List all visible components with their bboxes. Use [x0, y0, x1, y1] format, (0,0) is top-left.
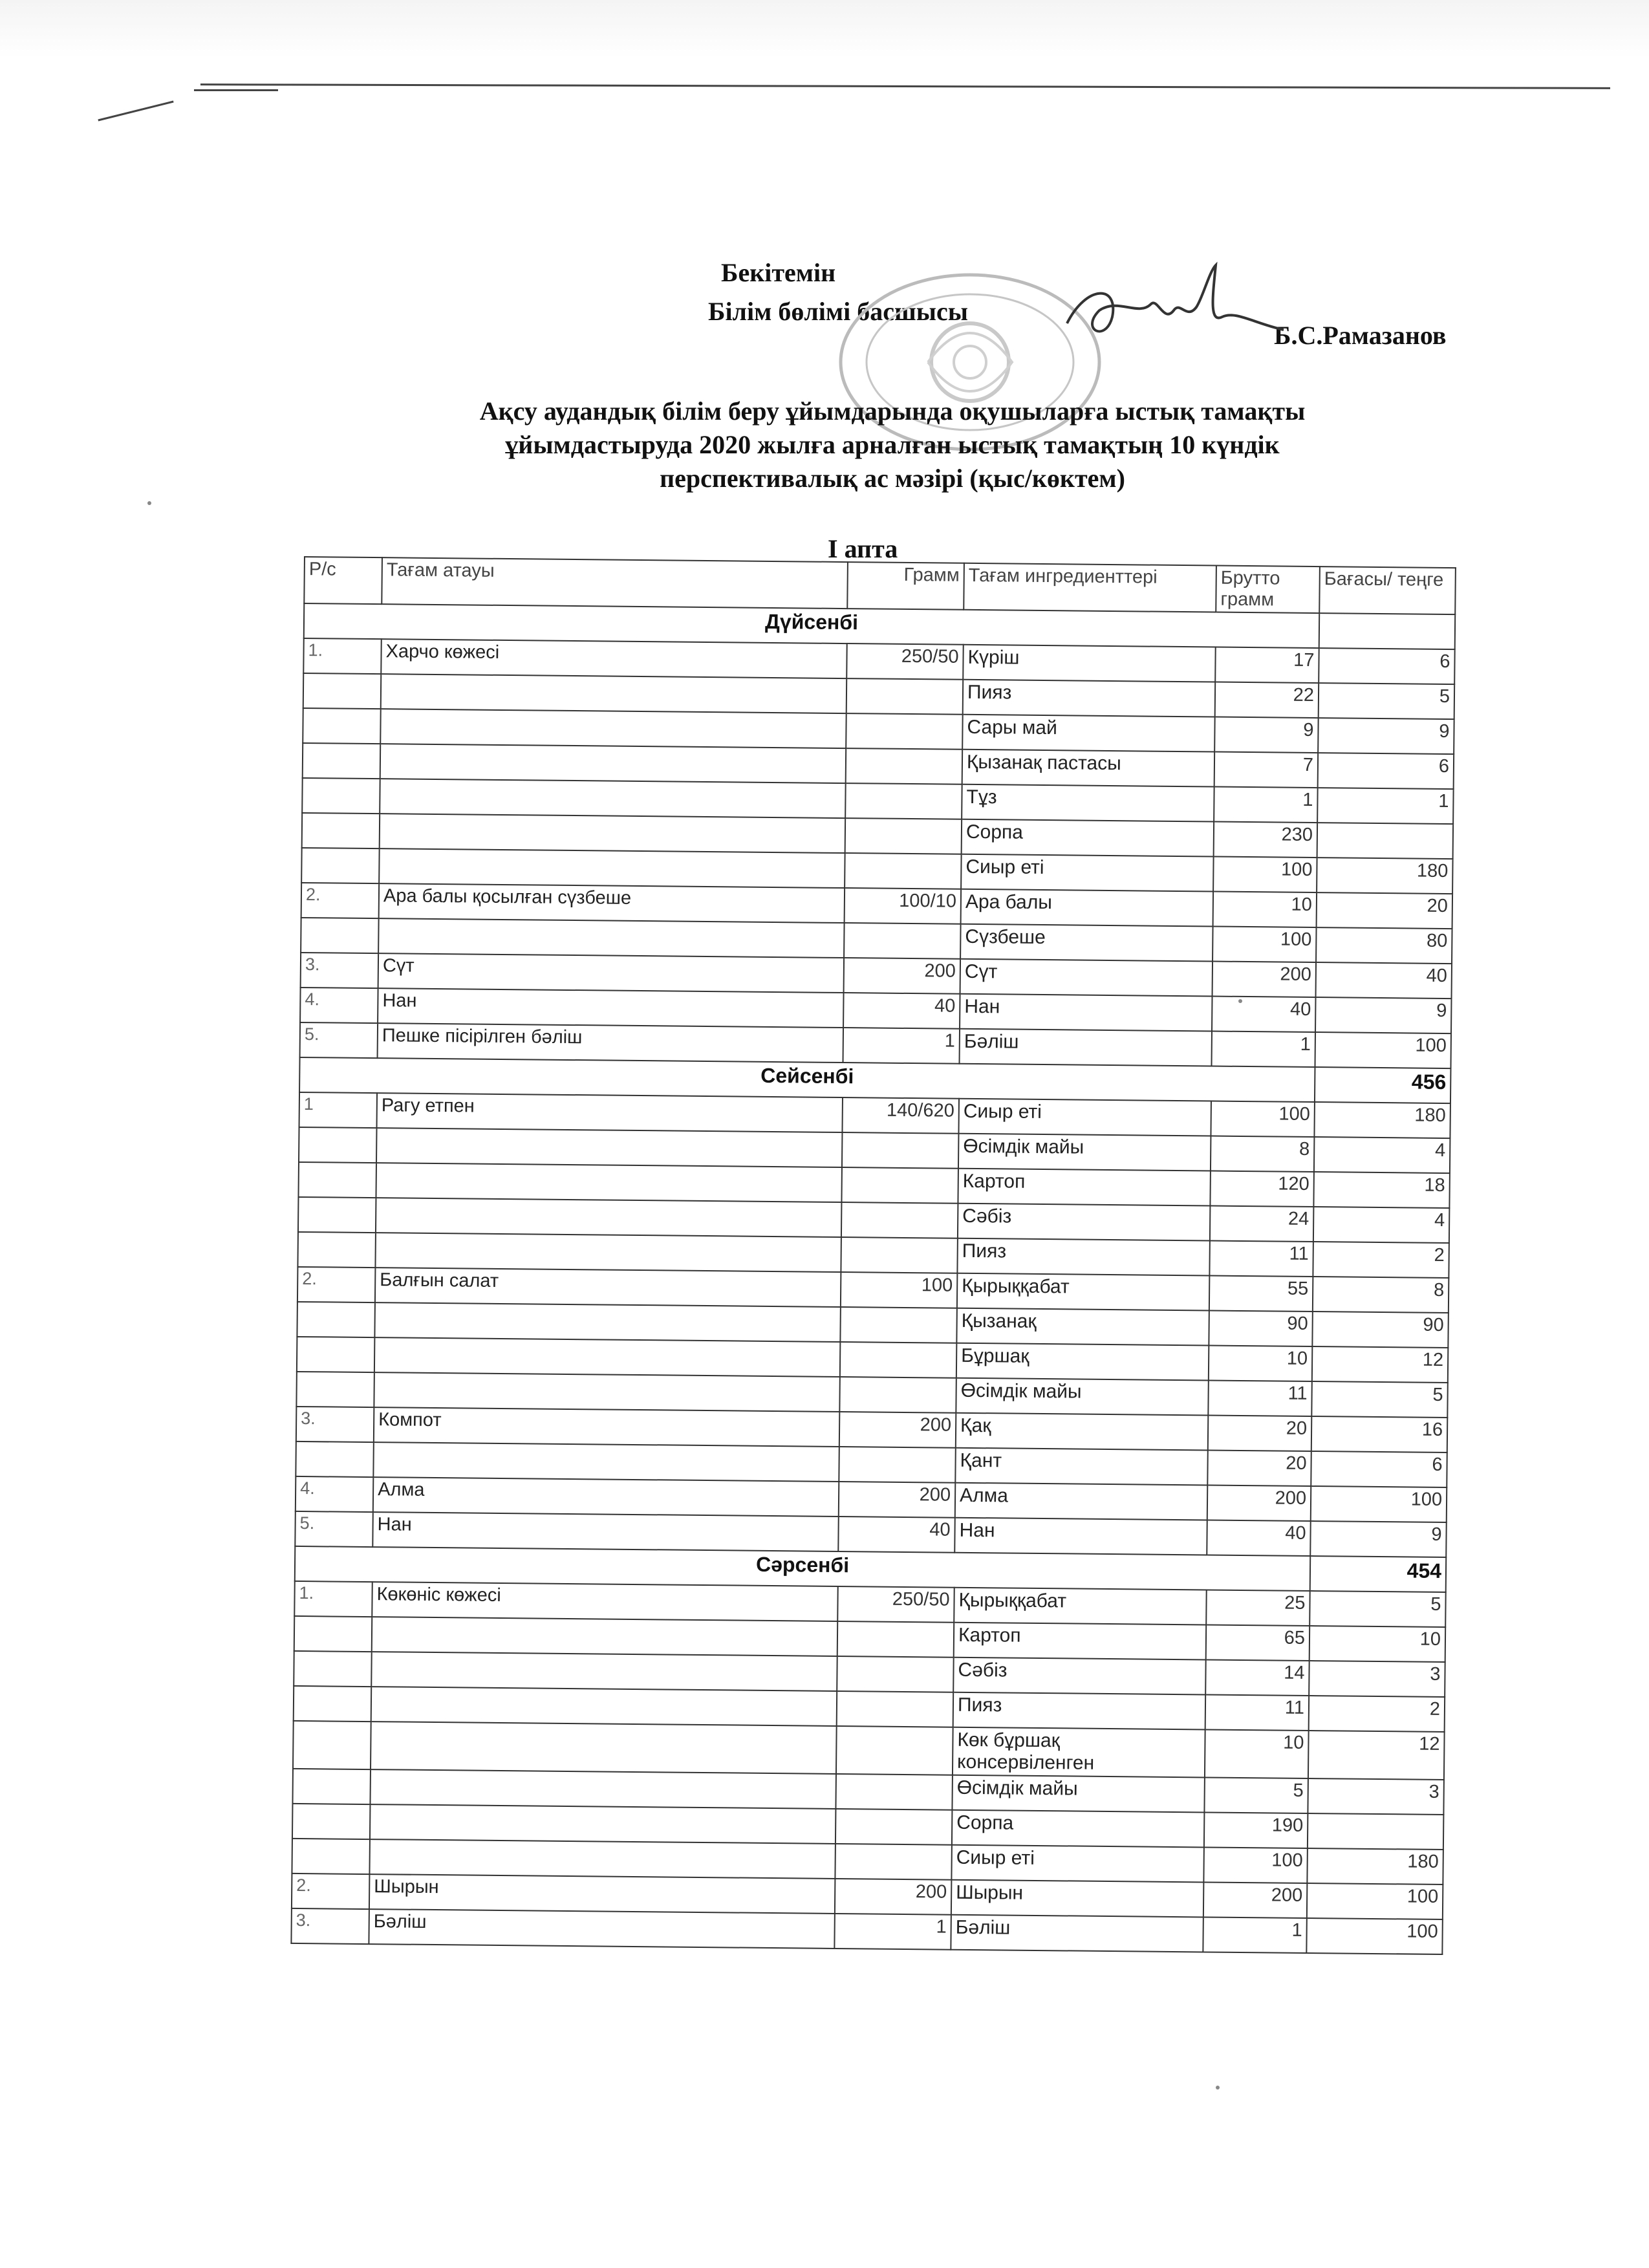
dish-name	[379, 848, 845, 888]
ingredient-name: Бәліш	[951, 1915, 1203, 1952]
brutto-value: 25	[1206, 1590, 1310, 1626]
dish-name: Ара балы қосылған сүзбеше	[379, 883, 845, 923]
price-value: 1	[1317, 788, 1454, 824]
scan-speck	[1238, 999, 1242, 1003]
ingredient-name: Сәбіз	[958, 1204, 1211, 1241]
day-name: Сейсенбі	[299, 1057, 1315, 1102]
gram-value: 200	[839, 1482, 956, 1518]
price-value: 100	[1306, 1918, 1443, 1954]
scan-speck	[147, 501, 151, 505]
row-number	[303, 743, 381, 779]
dish-name: Компот	[374, 1407, 839, 1447]
day-total	[1319, 613, 1456, 649]
gram-value: 250/50	[846, 643, 964, 680]
brutto-value: 90	[1209, 1310, 1313, 1346]
price-value: 18	[1313, 1172, 1450, 1208]
ingredient-name: Шырын	[951, 1880, 1204, 1917]
col-no: Р/с	[304, 557, 382, 604]
price-value: 6	[1311, 1451, 1447, 1487]
col-gram: Грамм	[847, 562, 964, 610]
menu-table	[290, 556, 1456, 1955]
dish-name: Балғын салат	[375, 1268, 841, 1307]
row-number	[301, 848, 380, 883]
dish-name	[371, 1687, 837, 1726]
dish-name	[374, 1372, 839, 1412]
day-total: 454	[1310, 1556, 1447, 1592]
ingredient-name: Сиыр еті	[951, 1845, 1204, 1883]
dish-name	[369, 1839, 835, 1879]
brutto-value: 10	[1209, 1345, 1313, 1381]
dish-name	[380, 709, 846, 748]
ingredient-name: Нан	[954, 1518, 1207, 1555]
brutto-value: 24	[1210, 1205, 1314, 1242]
ingredient-name: Сиыр еті	[958, 1099, 1211, 1136]
dish-name	[378, 918, 844, 958]
brutto-value: 230	[1214, 822, 1318, 858]
gram-value	[841, 1237, 958, 1273]
price-value: 3	[1308, 1778, 1444, 1815]
dish-name	[370, 1804, 835, 1844]
row-number: 3.	[301, 953, 379, 988]
dish-name	[371, 1722, 837, 1774]
row-number	[302, 778, 380, 814]
menu-sheet	[290, 556, 1455, 1955]
dish-name	[370, 1769, 835, 1809]
gram-value: 200	[839, 1412, 956, 1448]
document-title	[375, 394, 1410, 495]
row-number: 3.	[296, 1407, 374, 1442]
ingredient-name: Пияз	[953, 1692, 1206, 1730]
gram-value	[836, 1726, 953, 1775]
dish-name	[374, 1302, 840, 1342]
dish-name: Нан	[372, 1512, 838, 1551]
menu-body	[291, 603, 1455, 1954]
approve-label: Бекітемін	[721, 258, 836, 287]
dish-name	[374, 1337, 840, 1377]
brutto-value: 20	[1208, 1415, 1312, 1451]
gram-value	[842, 1132, 959, 1169]
gram-value	[837, 1656, 954, 1692]
gram-value	[845, 853, 962, 889]
ingredient-name: Қант	[955, 1448, 1208, 1485]
row-number: 4.	[296, 1476, 374, 1512]
price-value: 6	[1319, 648, 1455, 684]
brutto-value: 40	[1207, 1520, 1311, 1556]
scan-top-rule	[200, 83, 1610, 89]
dish-name: Нан	[378, 988, 843, 1028]
gram-value: 250/50	[837, 1586, 954, 1623]
day-name: Сәрсенбі	[295, 1546, 1310, 1591]
row-number	[294, 1686, 372, 1722]
ingredient-name: Бәліш	[960, 1029, 1212, 1066]
col-dish: Тағам атауы	[382, 557, 848, 609]
price-value: 180	[1314, 1102, 1450, 1138]
ingredient-name: Қырыққабат	[954, 1588, 1207, 1625]
dish-name: Сүт	[378, 953, 844, 993]
col-price: Бағасы/ теңге	[1319, 567, 1456, 614]
price-value: 12	[1312, 1346, 1449, 1383]
dish-name: Көкөніс көжесі	[372, 1582, 837, 1621]
price-value: 100	[1311, 1486, 1447, 1522]
brutto-value: 22	[1215, 682, 1319, 718]
row-number	[294, 1651, 372, 1687]
scan-mark	[98, 101, 173, 122]
brutto-value: 10	[1205, 1729, 1309, 1778]
row-number: 1	[299, 1092, 378, 1128]
scan-mark	[194, 89, 278, 91]
dish-name	[372, 1617, 837, 1656]
gram-value	[835, 1809, 953, 1845]
price-value: 100	[1315, 1032, 1451, 1068]
gram-value	[835, 1774, 953, 1810]
gram-value	[839, 1447, 956, 1483]
price-value	[1308, 1813, 1444, 1850]
row-number	[299, 1127, 377, 1163]
gram-value: 200	[844, 958, 961, 994]
gram-value	[846, 678, 964, 715]
ingredient-name: Нан	[960, 994, 1212, 1031]
gram-value	[846, 713, 963, 750]
price-value: 9	[1315, 997, 1452, 1033]
price-value: 4	[1314, 1137, 1450, 1173]
ingredient-name: Тұз	[962, 784, 1214, 822]
brutto-value: 9	[1214, 717, 1319, 753]
dish-name	[376, 1198, 841, 1237]
dish-name	[371, 1652, 837, 1691]
row-number: 3.	[291, 1908, 369, 1944]
price-value: 12	[1308, 1731, 1445, 1780]
ingredient-name: Өсімдік майы	[952, 1775, 1205, 1813]
dish-name	[380, 744, 846, 783]
row-number: 2.	[301, 883, 380, 918]
row-number	[298, 1197, 376, 1233]
brutto-value: 200	[1203, 1882, 1308, 1918]
brutto-value: 10	[1213, 892, 1317, 928]
ingredient-name: Өсімдік майы	[958, 1134, 1211, 1171]
row-number	[292, 1804, 371, 1839]
dish-name: Шырын	[369, 1874, 835, 1914]
day-name: Дүйсенбі	[304, 603, 1319, 648]
price-value: 5	[1311, 1381, 1448, 1418]
price-value: 40	[1316, 962, 1452, 999]
dish-name	[376, 1128, 842, 1167]
brutto-value: 1	[1214, 787, 1318, 823]
gram-value	[839, 1377, 956, 1413]
official-name: Б.С.Рамазанов	[1274, 321, 1447, 350]
gram-value	[844, 923, 961, 959]
price-value: 9	[1318, 718, 1454, 754]
gram-value	[845, 818, 962, 854]
row-number: 5.	[300, 1022, 378, 1058]
price-value: 2	[1309, 1696, 1445, 1732]
dish-name	[376, 1163, 841, 1202]
ingredient-name: Алма	[955, 1483, 1208, 1520]
col-ingredients: Тағам ингредиенттері	[964, 563, 1216, 612]
row-number: 1.	[294, 1581, 372, 1617]
price-value: 5	[1319, 683, 1455, 719]
brutto-value: 190	[1204, 1812, 1308, 1848]
gram-value: 40	[838, 1517, 955, 1553]
gram-value	[837, 1621, 954, 1658]
title-line: Ақсу аудандық білім беру ұйымдарында оқушыларға ыстық тамақты	[479, 396, 1306, 426]
row-number	[301, 918, 379, 953]
brutto-value: 55	[1209, 1275, 1313, 1312]
ingredient-name: Картоп	[958, 1169, 1211, 1206]
brutto-value: 200	[1212, 962, 1317, 998]
scan-speck	[1216, 2086, 1220, 2090]
ingredient-name: Сәбіз	[953, 1658, 1206, 1695]
price-value: 4	[1313, 1207, 1450, 1243]
brutto-value: 11	[1208, 1380, 1312, 1416]
dish-name	[381, 674, 846, 713]
day-total: 456	[1315, 1067, 1451, 1103]
dish-name: Пешке пісірілген бәліш	[378, 1023, 843, 1063]
gram-value	[840, 1307, 957, 1343]
row-number: 1.	[303, 638, 382, 674]
week-label: I апта	[828, 534, 898, 563]
col-brutto: Брутто грамм	[1216, 566, 1320, 614]
brutto-value: 5	[1204, 1777, 1308, 1813]
brutto-value: 8	[1211, 1136, 1315, 1172]
price-value: 5	[1310, 1591, 1446, 1627]
dish-name	[380, 779, 845, 818]
gram-value: 140/620	[842, 1097, 959, 1134]
gram-value	[841, 1167, 958, 1204]
gram-value: 40	[843, 993, 960, 1029]
price-value	[1317, 823, 1454, 859]
dish-name: Бәліш	[369, 1909, 834, 1949]
gram-value	[841, 1202, 958, 1238]
ingredient-name: Қызанақ	[956, 1308, 1209, 1346]
price-value: 2	[1313, 1242, 1449, 1278]
gram-value	[837, 1691, 954, 1727]
row-number	[292, 1839, 370, 1874]
row-number	[292, 1769, 371, 1804]
ingredient-name: Сорпа	[952, 1810, 1205, 1848]
price-value: 9	[1310, 1521, 1447, 1557]
ingredient-name: Өсімдік майы	[956, 1378, 1209, 1416]
price-value: 6	[1318, 753, 1454, 789]
price-value: 90	[1312, 1312, 1449, 1348]
ingredient-name: Сорпа	[962, 819, 1214, 857]
ingredient-name: Пияз	[963, 680, 1216, 717]
brutto-value: 7	[1214, 752, 1319, 788]
brutto-value: 120	[1210, 1171, 1314, 1207]
row-number	[303, 673, 382, 709]
ingredient-name: Қақ	[956, 1413, 1209, 1451]
title-line: ұйымдастыруда 2020 жылға арналған ыстық тамақтың 10 күндік	[505, 430, 1280, 459]
ingredient-name: Қырыққабат	[957, 1273, 1210, 1311]
row-number: 2.	[292, 1874, 370, 1909]
price-value: 100	[1307, 1883, 1443, 1919]
position-label: Білім бөлімі басшысы	[708, 297, 969, 326]
price-value: 3	[1309, 1661, 1445, 1697]
brutto-value: 17	[1215, 647, 1319, 684]
row-number: 5.	[295, 1511, 373, 1547]
ingredient-name: Көк бұршақ консервіленген	[953, 1727, 1205, 1778]
price-value: 10	[1310, 1626, 1446, 1662]
gram-value: 100/10	[845, 888, 962, 924]
brutto-value: 100	[1203, 1847, 1308, 1883]
gram-value	[840, 1342, 957, 1378]
gram-value	[835, 1844, 952, 1880]
gram-value: 200	[835, 1879, 952, 1915]
row-number: 2.	[297, 1267, 376, 1302]
price-value: 80	[1316, 927, 1452, 964]
ingredient-name: Қызанақ пастасы	[962, 750, 1215, 787]
signature	[1061, 259, 1287, 362]
brutto-value: 1	[1211, 1031, 1315, 1068]
price-value: 8	[1313, 1277, 1449, 1313]
ingredient-name: Сары май	[962, 715, 1215, 752]
brutto-value: 100	[1213, 857, 1317, 893]
price-value: 20	[1317, 892, 1453, 929]
scan-edge	[0, 0, 1649, 58]
row-number	[303, 708, 381, 744]
dish-name	[375, 1233, 841, 1272]
title-line: перспективалық ас мәзірі (қыс/көктем)	[660, 464, 1125, 493]
row-number	[293, 1721, 371, 1769]
gram-value	[845, 783, 962, 819]
price-value: 16	[1311, 1416, 1448, 1453]
ingredient-name: Картоп	[954, 1623, 1207, 1660]
brutto-value: 1	[1203, 1917, 1307, 1953]
row-number	[297, 1302, 375, 1337]
ingredient-name: Күріш	[963, 645, 1216, 682]
ingredient-name: Ара балы	[961, 889, 1214, 927]
brutto-value: 11	[1205, 1694, 1310, 1731]
row-number	[297, 1232, 376, 1268]
brutto-value: 11	[1209, 1240, 1313, 1277]
row-number	[296, 1442, 374, 1477]
gram-value	[846, 748, 963, 784]
brutto-value: 14	[1205, 1659, 1310, 1696]
ingredient-name: Сиыр еті	[961, 854, 1214, 892]
brutto-value: 40	[1212, 997, 1316, 1033]
ingredient-name: Сүт	[960, 959, 1213, 997]
ingredient-name: Сүзбеше	[960, 924, 1213, 962]
price-value: 180	[1317, 858, 1453, 894]
row-number	[298, 1162, 376, 1198]
ingredient-name: Бұршақ	[956, 1343, 1209, 1381]
row-number	[297, 1337, 375, 1372]
brutto-value: 65	[1206, 1625, 1310, 1661]
dish-name: Рагу етпен	[377, 1093, 843, 1132]
brutto-value: 20	[1207, 1450, 1311, 1486]
dish-name: Харчо көжесі	[381, 639, 846, 678]
brutto-value: 100	[1211, 1101, 1315, 1138]
brutto-value: 200	[1207, 1485, 1311, 1521]
ingredient-name: Пияз	[957, 1238, 1210, 1276]
dish-name	[380, 814, 845, 853]
gram-value: 100	[841, 1272, 958, 1308]
row-number	[294, 1616, 372, 1652]
row-number	[302, 813, 380, 848]
dish-name: Алма	[373, 1477, 839, 1517]
row-number	[296, 1372, 374, 1407]
price-value: 180	[1307, 1848, 1443, 1885]
dish-name	[373, 1442, 839, 1482]
gram-value: 1	[834, 1914, 951, 1950]
gram-value: 1	[843, 1028, 960, 1064]
row-number: 4.	[300, 988, 378, 1023]
brutto-value: 100	[1212, 927, 1317, 963]
